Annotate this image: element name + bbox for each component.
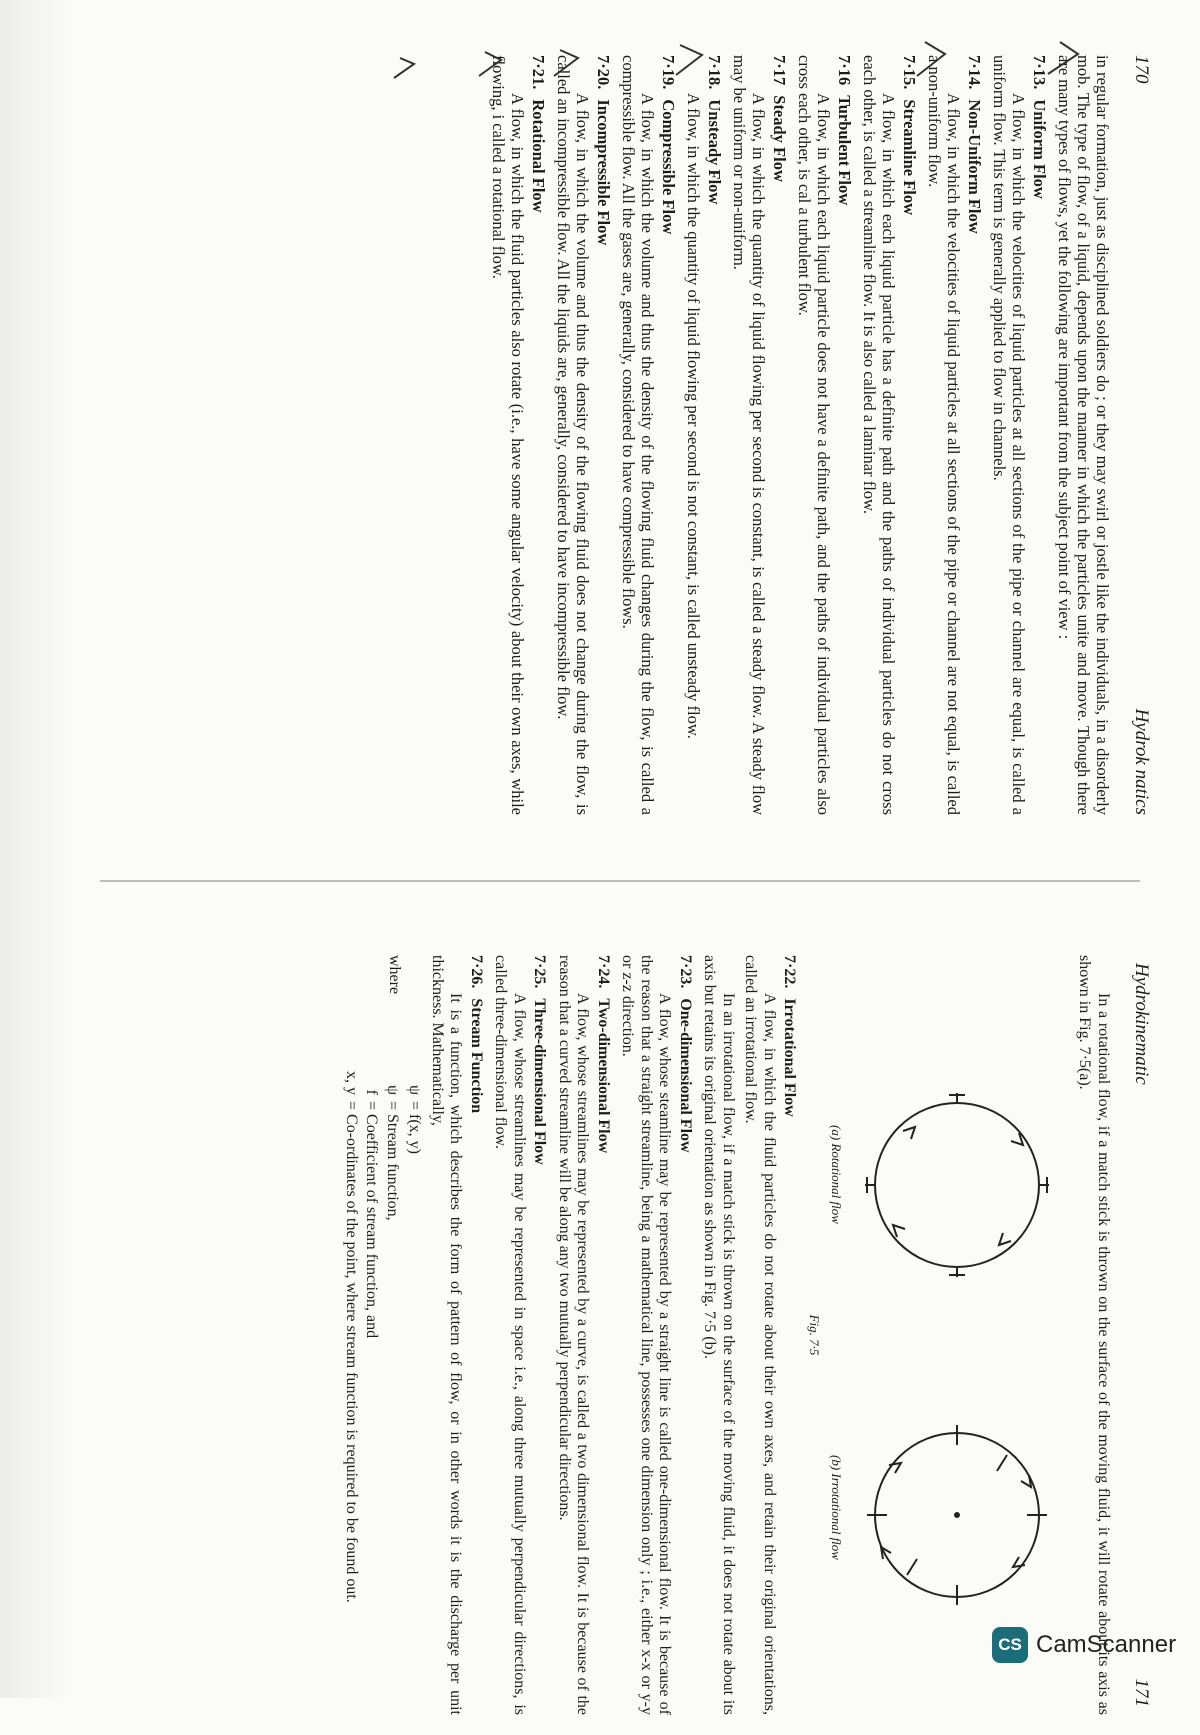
irrotational-flow-drawing (867, 1425, 1047, 1605)
section-body: A flow, in which the velocities of liquid particles at all sections of the pipe or channel are equal, is called a uniform flow. This term is generally applied to flow in channels. (990, 55, 1028, 815)
caption-rotational: (a) Rotational flow (829, 1125, 845, 1224)
section-heading: 7·18.Unsteady Flow (705, 55, 724, 205)
section-body: A flow, whose streamlines may be represented by a curve, is called a two dimensional flow. It is because of the reason that a curved streamline will be along any two mutually perpendicular directions. (556, 955, 592, 1715)
section-heading: 7·25.Three-dimensional Flow (531, 955, 549, 1165)
section-heading: 7·22.Irrotational Flow (781, 955, 799, 1117)
section-body: A flow, whose steamline may be represented by a straight line is called one-dimensional flow. It is because of the reason that a straight streamline, being a mathematical line, possesses one dimension only ; i.e., either x-x or y-y or z-z direction. (619, 955, 674, 1715)
page-number: 170 (1131, 55, 1152, 84)
rotational-flow-drawing (865, 1093, 1049, 1277)
definition-row: f = Coefficient of stream function, and (363, 1089, 381, 1339)
text-column (340, 955, 1113, 1715)
section-body: A flow, in which the volume and thus the density of the flowing fluid does not change during the flow, is called an incompressible flow. All the liquids are, generally, considered to have incompressible flow. (554, 55, 592, 815)
page-170 (0, 35, 1200, 835)
section-heading: 7·24.Two-dimensional Flow (595, 955, 612, 1154)
section-body: A flow, in which each liquid particle has a definite path and the paths of individual particles do not cross each other, is called a streamline flow. It is also called a laminar flow. (860, 55, 898, 815)
section-body: A flow, in which the quantity of liquid flowing per second is constant, is called a steady flow. A steady flow may be uniform or non-uniform. (730, 55, 768, 815)
section-heading: 7·26.Stream Function (468, 955, 485, 1114)
section-body: A flow, in which the fluid particles also rotate (i.e., have some angular velocity) about their own axes, while flowing, i called a rotational flow. (489, 55, 527, 815)
stream-function-equation (405, 955, 424, 1715)
where-label: where (386, 955, 403, 995)
section-body: A flow, whose streamlines may be represented in space i.e., along three mutually perpendicular directions, is called three-dimensional flow. (492, 955, 528, 1715)
section-heading: 7·19.Compressible Flow (659, 55, 678, 235)
page-171 (0, 935, 1200, 1735)
section-heading: 7·21.Rotational Flow (529, 55, 548, 213)
section-body: A flow, in which each liquid particle does not have a definite path, and the paths of individual particles also cross each other, is cal a turbulent flow. (795, 55, 833, 815)
section-body: In an irrotational flow, if a match stick is thrown on the surface of the moving fluid, it does not rotate about its axis but retains its original orientation as shown in Fig. 7·5 (b). (701, 955, 737, 1715)
section-body: A flow, in which the volume and thus the density of the flowing fluid changes during the flow, is called a compressible flow. All the gases are, generally, considered to have compressible flows. (619, 55, 657, 815)
book-gutter (100, 880, 1140, 882)
section-heading: 7·23.One-dimensional Flow (677, 955, 694, 1153)
definition-row: ψ = Stream function, (384, 1084, 401, 1221)
section-body: A flow, in which the fluid particles do not rotate about their own axes, and retain their original orientations, called an irrotational flow. (742, 955, 778, 1715)
camscanner-logo: CS (992, 1627, 1028, 1663)
section-body: It is a function, which describes the form of pattern of flow, or in other words it is the discharge per unit thickness. Mathematically, (429, 955, 465, 1715)
figure-label: Fig. 7·5 (807, 1314, 822, 1356)
section-heading: 7·16Turbulent Flow (835, 55, 854, 206)
section-heading: 7·15.Streamline Flow (900, 55, 919, 216)
flow-diagram (847, 955, 1067, 1715)
intro-paragraph: in regular formation, just as disciplined soldiers do ; or they may swirl or jostle like the individuals, in a disorderly mob. The type of flow, of a liquid, depends upon the manner in which the particles unite and move. Though there are many types of flows, yet the following are important from the subject point of view : (1055, 55, 1112, 815)
section-heading: 7·20.Incompressible Flow (594, 55, 613, 246)
caption-irrotational: (b) Irrotational flow (829, 1455, 845, 1560)
camscanner-text: CamScanner (1036, 1631, 1177, 1658)
equation-rhs: = f(x, y) (406, 1101, 424, 1155)
text-column (485, 55, 1112, 815)
definition-row: x, y = Co-ordinates of the point, where stream function is required to be found out. (343, 1071, 360, 1603)
section-body: A flow, in which the velocities of liquid particles at all sections of the pipe or channel are not equal, is called a non-uniform flow. (925, 55, 963, 815)
section-heading: 7·14.Non-Uniform Flow (965, 55, 984, 234)
scan-edge-shadow (0, 0, 70, 1698)
figure-7-5 (827, 955, 1067, 1715)
running-head-title: Hydrok natics (1131, 708, 1152, 815)
section-heading: 7·17Steady Flow (770, 55, 789, 182)
page-number: 171 (1131, 1678, 1152, 1707)
intro-paragraph: In a rotational flow, if a match stick is thrown on the surface of the moving fluid, it will rotate about its axis as shown in Fig. 7·5(a). (1076, 955, 1112, 1715)
section-heading: 7·13.Uniform Flow (1030, 55, 1049, 199)
section-body: A flow, in which the quantity of liquid flowing per second is not constant, is called unsteady flow. (684, 93, 703, 739)
definitions (340, 955, 404, 1715)
running-head-title: Hydrokinematic (1131, 963, 1152, 1085)
equation-lhs: ψ (406, 1084, 424, 1095)
camscanner-watermark (992, 1627, 1176, 1663)
